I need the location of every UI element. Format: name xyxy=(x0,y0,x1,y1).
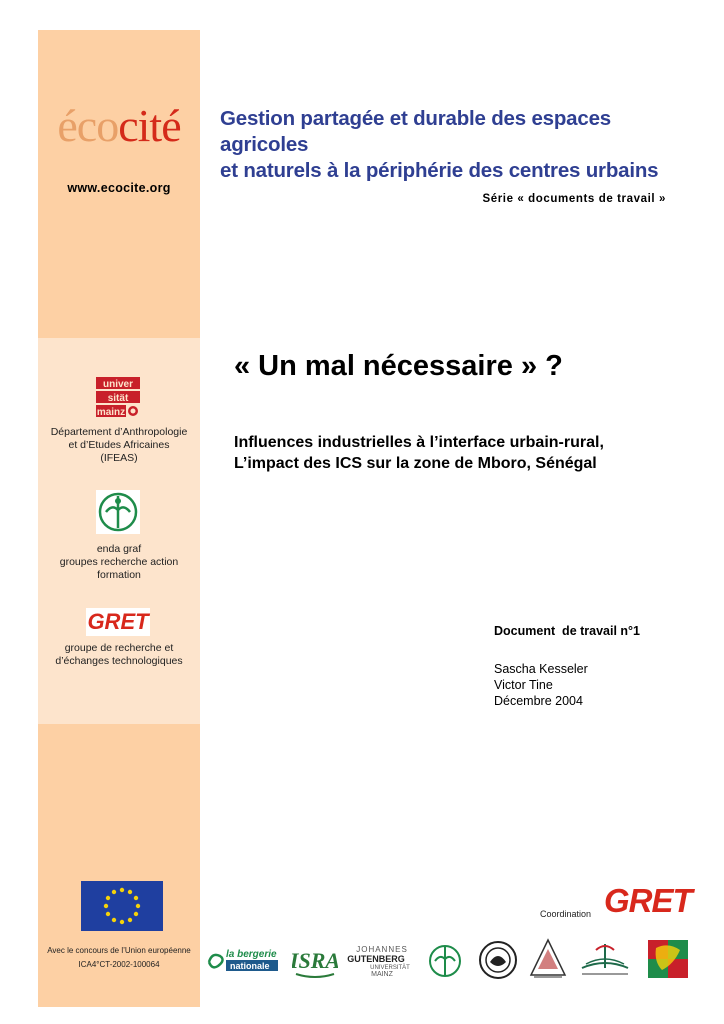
enda-graf-small-logo xyxy=(426,943,464,979)
gret-coordination-logo: GRET xyxy=(604,882,692,919)
book-emblem-logo xyxy=(576,938,634,978)
mainz-university-logo xyxy=(96,377,140,417)
project-title-line1: Gestion partagée et durable des espaces agricoles xyxy=(220,107,611,156)
caption-line: et d’Etudes Africaines xyxy=(68,439,170,451)
project-title-line2: et naturels à la périphérie des centres urbains xyxy=(220,159,659,182)
seal-logo xyxy=(478,940,518,980)
caption-line: formation xyxy=(97,569,141,581)
eu-line: Avec le concours de l’Union européenne xyxy=(47,946,191,955)
eu-funding-note xyxy=(38,944,200,972)
author-name: Victor Tine xyxy=(494,678,553,692)
enda-graf-caption xyxy=(38,543,200,582)
caption-line: groupes recherche action xyxy=(59,556,179,568)
svg-text:mainz: mainz xyxy=(96,407,126,417)
subtitle-line2: L’impact des ICS sur la zone de Mboro, Sénégal xyxy=(234,455,597,472)
document-title: « Un mal nécessaire » ? xyxy=(234,350,563,382)
series-label: Série « documents de travail » xyxy=(482,193,666,205)
coordination-label: Coordination xyxy=(540,909,592,919)
gret-logo-small xyxy=(86,608,150,636)
brand-name-part1: éco xyxy=(57,100,119,151)
project-title xyxy=(220,106,690,184)
document-type: Document de travail n°1 xyxy=(494,624,641,638)
author-name: Sascha Kesseler xyxy=(494,662,588,676)
gret-caption xyxy=(38,642,200,668)
svg-text:nationale: nationale xyxy=(230,961,270,971)
caption-line: Département d’Anthropologie xyxy=(50,426,188,438)
author-block xyxy=(494,661,588,709)
svg-text:JOHANNES: JOHANNES xyxy=(356,945,408,954)
map-emblem-logo xyxy=(648,940,688,978)
caption-line: (IFEAS) xyxy=(100,452,138,464)
svg-text:univer: univer xyxy=(102,379,134,390)
svg-text:GUTENBERG: GUTENBERG xyxy=(347,954,405,964)
caption-line: groupe de recherche et xyxy=(64,642,174,654)
svg-text:ISRA: ISRA xyxy=(292,948,338,973)
document-subtitle xyxy=(234,432,604,474)
brand-name-part2: cité xyxy=(118,100,181,151)
ecocite-logo xyxy=(38,100,200,152)
svg-text:sität: sität xyxy=(107,393,129,404)
subtitle-line1: Influences industrielles à l’interface urbain-rural, xyxy=(234,434,604,451)
gret-logo-text: GRET xyxy=(87,609,149,634)
caption-line: d’échanges technologiques xyxy=(55,655,183,667)
caption-line: enda graf xyxy=(96,543,142,555)
website-link[interactable]: www.ecocite.org xyxy=(67,181,171,195)
eu-flag-icon xyxy=(81,881,163,931)
eu-contract-number: ICA4°CT-2002-100064 xyxy=(78,960,160,969)
gutenberg-university-logo xyxy=(346,943,414,977)
svg-text:la bergerie: la bergerie xyxy=(226,949,277,960)
triangle-emblem-logo xyxy=(528,937,568,979)
isra-logo xyxy=(292,940,338,978)
svg-text:MAINZ: MAINZ xyxy=(371,971,393,977)
svg-text:UNIVERSITÄT: UNIVERSITÄT xyxy=(370,965,410,971)
publication-date: Décembre 2004 xyxy=(494,694,583,708)
ifeas-caption xyxy=(38,426,200,465)
enda-graf-logo xyxy=(96,490,140,534)
bergerie-nationale-logo xyxy=(206,944,280,974)
